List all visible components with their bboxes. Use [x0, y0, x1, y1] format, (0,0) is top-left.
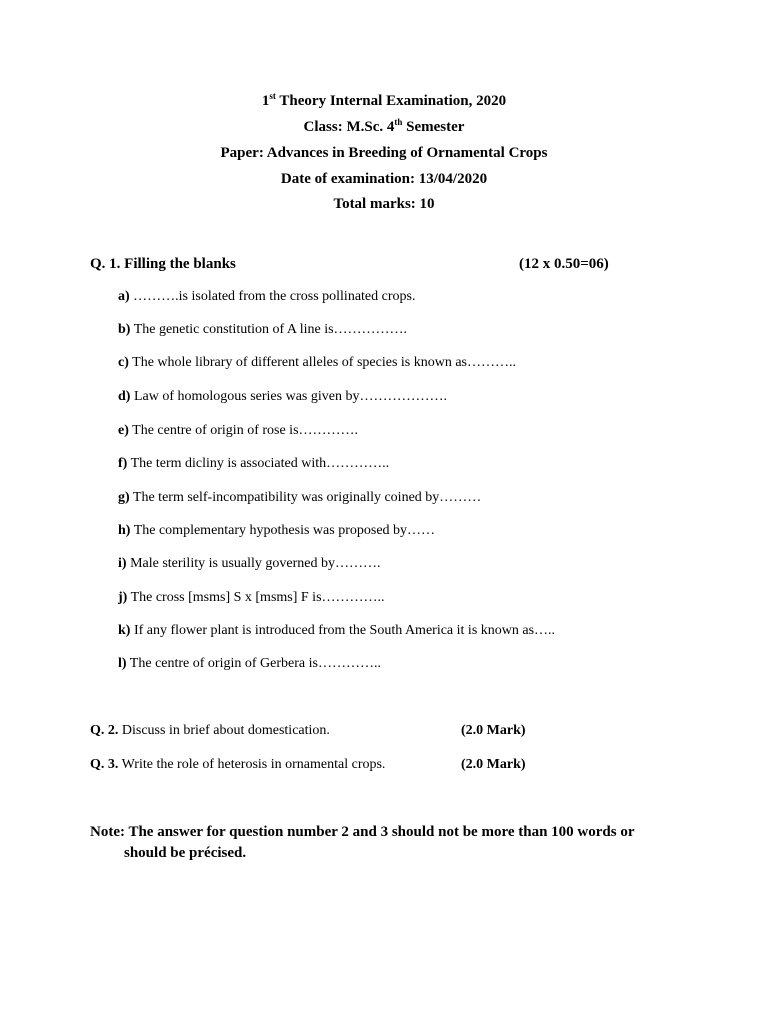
item-text: The whole library of different alleles of species is known as………..: [128, 355, 516, 370]
q1-item-i: [118, 555, 380, 573]
q1-item-a: [118, 288, 415, 306]
q1-item-j: [118, 589, 385, 607]
q1-item-f: [118, 455, 389, 473]
class-superscript: th: [394, 117, 403, 127]
q2-label: Q. 2.: [90, 723, 119, 738]
item-letter: b): [118, 322, 131, 337]
q2-line: [90, 722, 330, 740]
q2-text: Discuss in brief about domestication.: [118, 723, 330, 738]
q1-item-c: [118, 354, 516, 372]
item-letter: i): [118, 556, 127, 571]
item-letter: l): [118, 656, 127, 671]
note-line-2: should be précised.: [124, 845, 247, 861]
item-text: Law of homologous series was given by……………….: [130, 389, 447, 404]
q1-marks: (12 x 0.50=06): [519, 256, 609, 272]
note: [90, 822, 676, 864]
item-text: ……….is isolated from the cross pollinated crops.: [129, 289, 416, 304]
q3-line: [90, 756, 385, 774]
item-text: The complementary hypothesis was proposed by……: [130, 523, 436, 538]
item-text: The term dicliny is associated with…………..: [127, 456, 390, 471]
item-letter: j): [118, 590, 128, 605]
q2-marks: (2.0 Mark): [461, 723, 526, 738]
item-letter: g): [118, 490, 130, 505]
q3-label: Q. 3.: [90, 757, 119, 772]
q3-marks: (2.0 Mark): [461, 757, 526, 772]
exam-ordinal-superscript: st: [269, 91, 276, 101]
class-suffix: Semester: [402, 119, 465, 135]
q1-item-e: [118, 422, 358, 440]
q1-item-k: [118, 622, 555, 640]
item-text: Male sterility is usually governed by……….: [126, 556, 381, 571]
q1-item-l: [118, 655, 381, 673]
item-letter: k): [118, 623, 131, 638]
q1-item-b: [118, 321, 407, 339]
class-prefix: Class: M.Sc. 4: [303, 119, 395, 135]
item-text: If any flower plant is introduced from the South America it is known as…..: [130, 623, 556, 638]
class-line: [0, 118, 768, 136]
item-letter: f): [118, 456, 128, 471]
item-letter: c): [118, 355, 129, 370]
item-letter: h): [118, 523, 131, 538]
item-text: The centre of origin of rose is………….: [128, 423, 359, 438]
q1-item-d: [118, 388, 447, 406]
note-line-1: Note: The answer for question number 2 and 3 should not be more than 100 words or: [90, 824, 635, 840]
q3-text: Write the role of heterosis in ornamental crops.: [118, 757, 386, 772]
q1-item-g: [118, 489, 481, 507]
exam-ordinal: 1: [261, 93, 270, 109]
item-letter: e): [118, 423, 129, 438]
item-text: The centre of origin of Gerbera is…………..: [126, 656, 381, 671]
item-text: The term self-incompatibility was originally coined by………: [129, 490, 482, 505]
q1-heading: Q. 1. Filling the blanks: [90, 256, 236, 272]
exam-date: Date of examination: 13/04/2020: [280, 171, 488, 187]
exam-title: [0, 92, 768, 110]
total-marks: Total marks: 10: [333, 196, 435, 212]
exam-title-text: Theory Internal Examination, 2020: [275, 93, 507, 109]
item-text: The cross [msms] S x [msms] F is…………..: [127, 590, 385, 605]
item-letter: d): [118, 389, 131, 404]
paper-title: Paper: Advances in Breeding of Ornamental Crops: [220, 145, 548, 161]
q1-item-h: [118, 522, 435, 540]
item-text: The genetic constitution of A line is…………….: [130, 322, 408, 337]
item-letter: a): [118, 289, 130, 304]
